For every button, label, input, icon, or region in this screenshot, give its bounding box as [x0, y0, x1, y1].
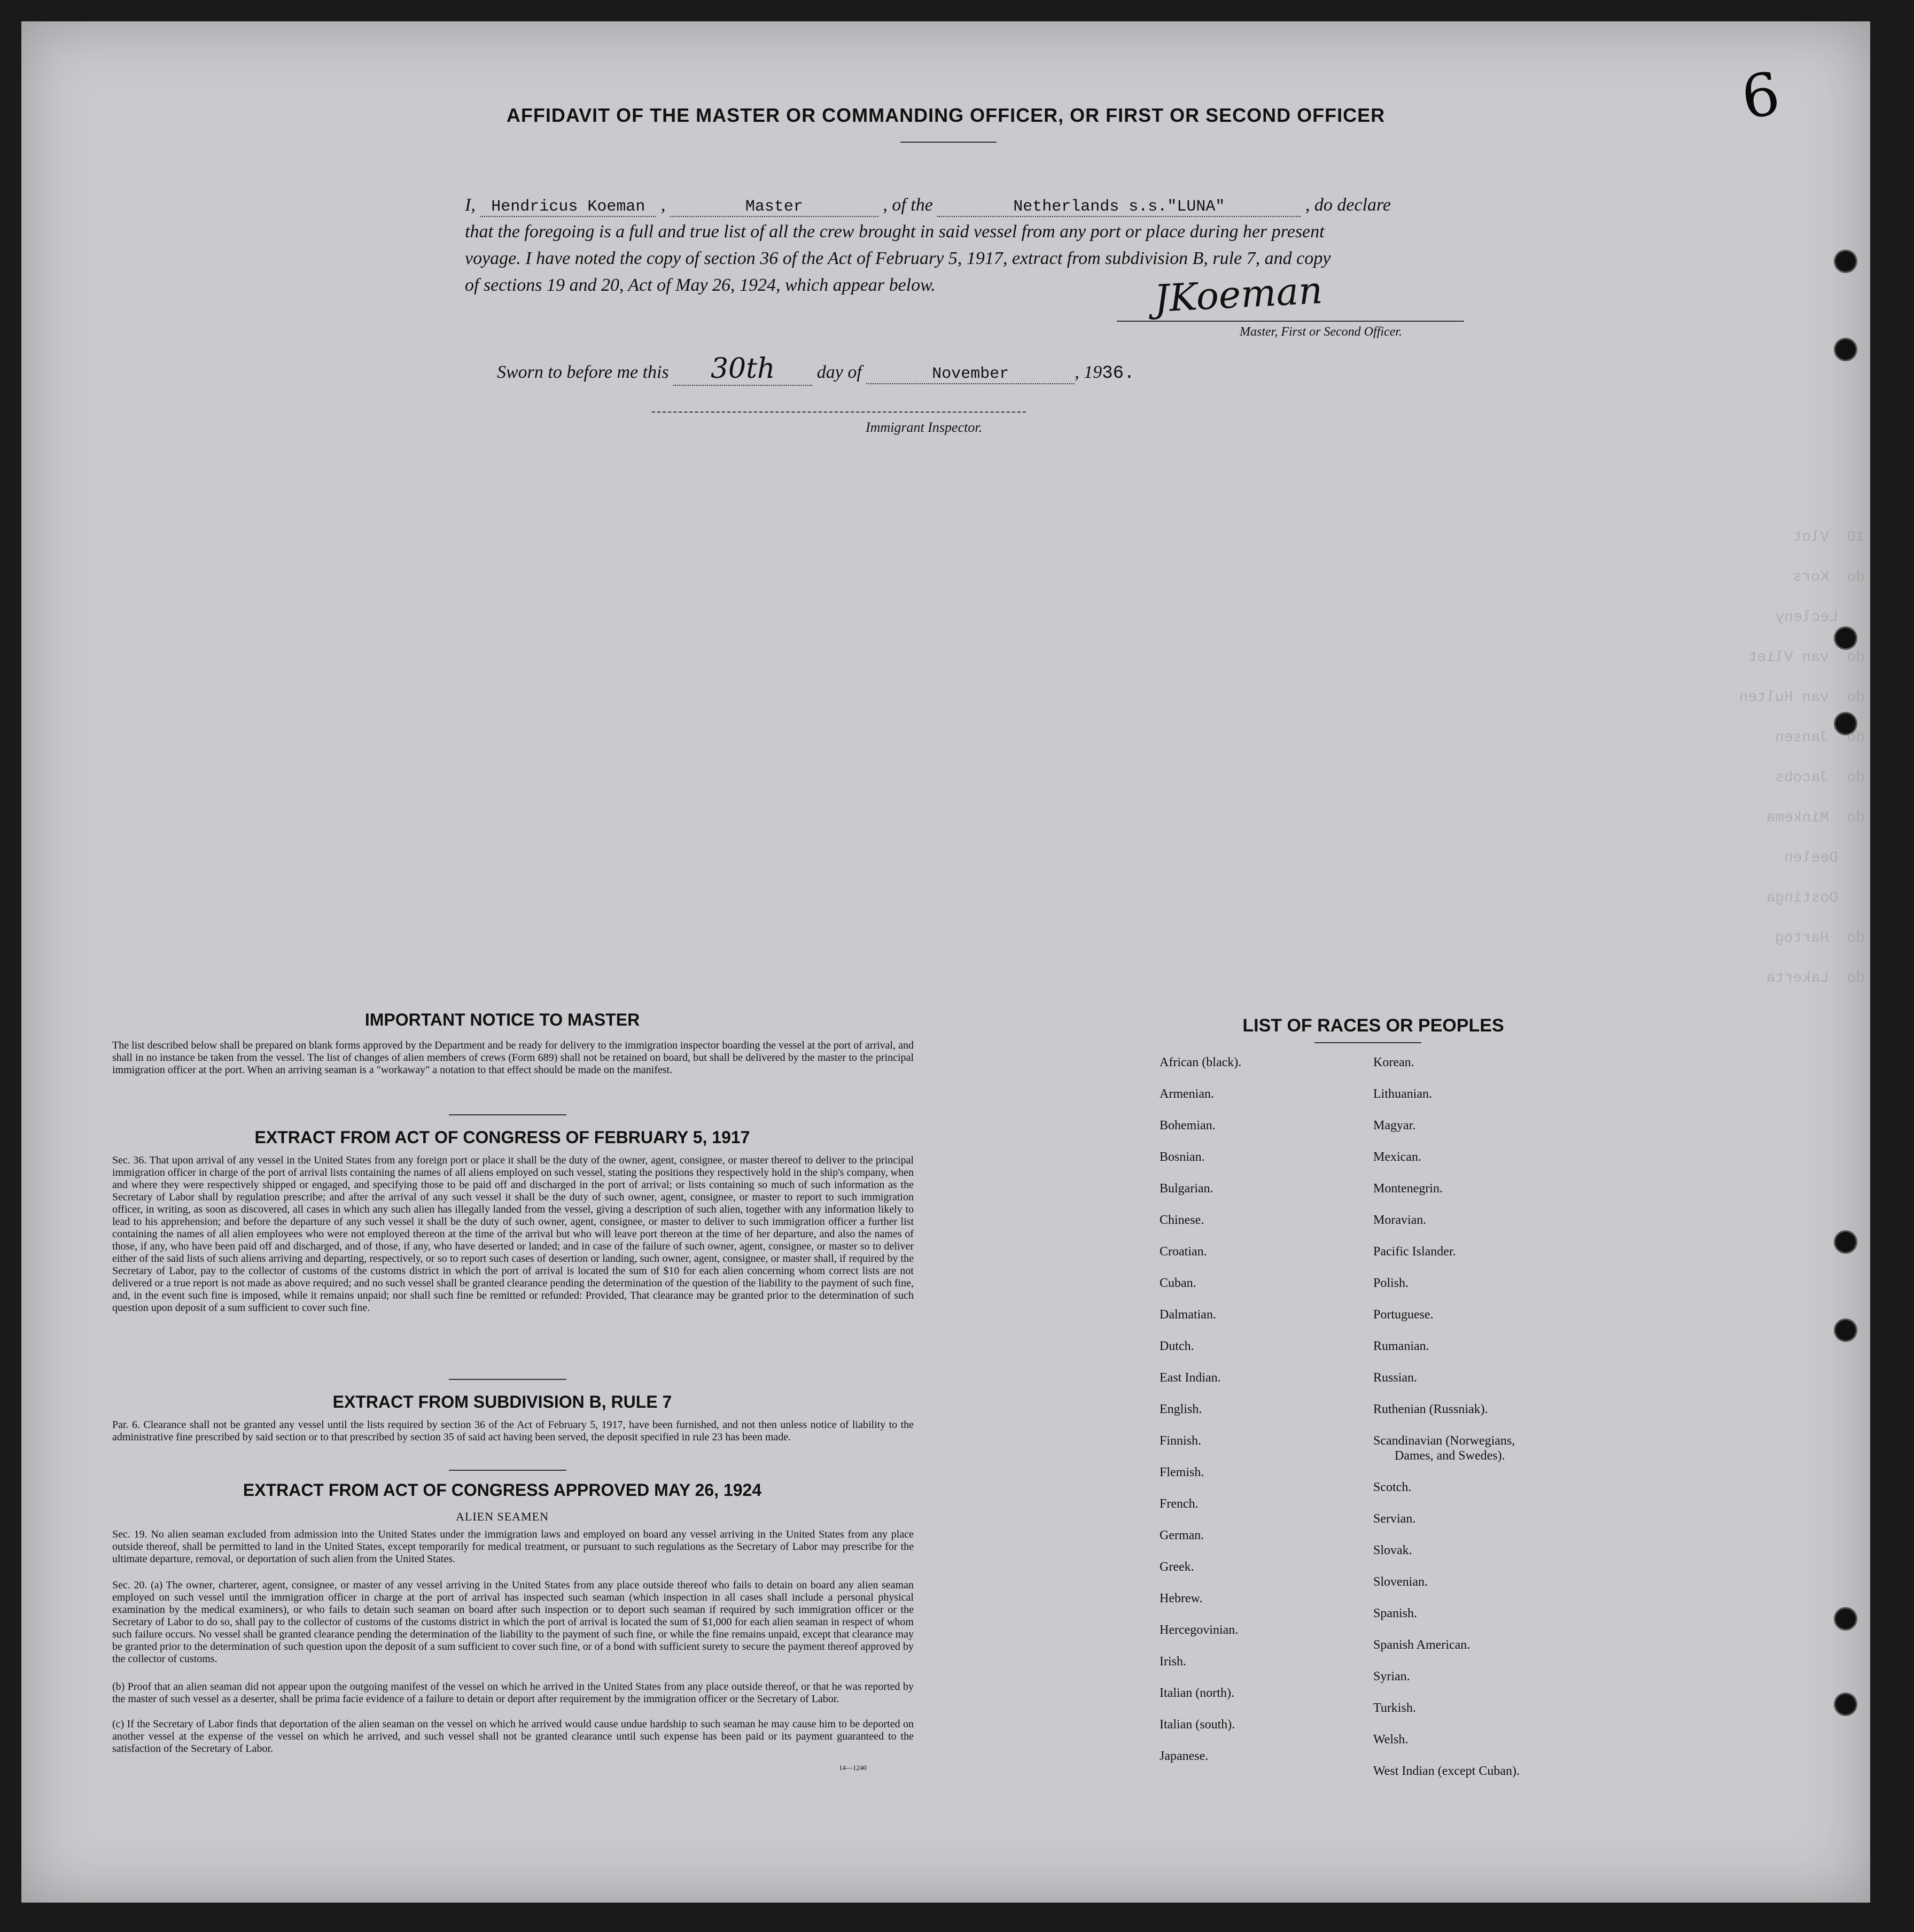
punch-hole: [1835, 1320, 1856, 1340]
vessel-field: Netherlands s.s."LUNA": [937, 198, 1301, 217]
race-item: Polish.: [1373, 1276, 1409, 1290]
punch-hole: [1835, 251, 1856, 271]
act-1924-sec20a: Sec. 20. (a) The owner, charterer, agent, consignee, or master of any vessel arriving in the United States from any place outside thereof who fails to detain on board any alien seaman employed on such vessel until the immigration officer in charge at the port of arrival has inspected such seaman (which inspection in all cases shall include a personal physical examination by the medical examiners), or who fails to detain such seaman on board after such inspection or to deport such seaman if required by such immigration officer or the Secretary of Labor to do so, shall pay to the collector of customs of the customs district in which the port of arrival is located the sum of $1,000 for each alien seaman in respect of whom such failure occurs. No vessel shall be granted clearance pending the determination of the liability to the payment of such fine, or while the fine remains unpaid, except that clearance may be granted prior to the determination of such question upon the deposit of a sum sufficient to cover such fine, or of a bond with sufficient surety to secure the payment thereof approved by the collector of customs.: [112, 1579, 914, 1665]
race-item: Welsh.: [1373, 1733, 1409, 1747]
bleed-through-area: [21, 454, 1870, 1042]
affidavit-i: I,: [465, 195, 476, 215]
race-item: Dalmatian.: [1160, 1308, 1216, 1322]
ghost-row: Lecleny: [1775, 609, 1838, 626]
race-item: German.: [1160, 1528, 1204, 1542]
race-item: Pacific Islander.: [1373, 1245, 1456, 1259]
race-item: Korean.: [1373, 1056, 1414, 1069]
race-item: Ruthenian (Russniak).: [1373, 1402, 1488, 1416]
rule-7-title: EXTRACT FROM SUBDIVISION B, RULE 7: [332, 1392, 672, 1411]
race-item: Hercegovinian.: [1160, 1623, 1239, 1637]
act-1917-title: EXTRACT FROM ACT OF CONGRESS OF FEBRUARY 5, 1917: [254, 1128, 750, 1147]
manifest-page: [21, 21, 1870, 1903]
race-item: Finnish.: [1160, 1434, 1202, 1448]
race-item: Montenegrin.: [1373, 1182, 1443, 1196]
rule-7-body: Par. 6. Clearance shall not be granted any vessel until the lists required by section 36 of the Act of February 5, 1917, have been furnished, and not then unless notice of liability to the administrative fine prescribed by said section or to that prescribed by section 35 of said act having been served, the deposit specified in rule 23 has been made.: [112, 1419, 914, 1443]
race-item: West Indian (except Cuban).: [1373, 1764, 1520, 1778]
race-item: Syrian.: [1373, 1670, 1410, 1683]
race-item: Bulgarian.: [1160, 1182, 1213, 1196]
race-item: Flemish.: [1160, 1465, 1204, 1479]
inspector-signature-line: [652, 412, 1026, 413]
race-item: Croatian.: [1160, 1245, 1207, 1259]
divider: [1314, 1042, 1421, 1043]
race-item: Bosnian.: [1160, 1150, 1205, 1164]
master-signature: JKoeman: [1153, 268, 1324, 321]
race-item: Turkish.: [1373, 1701, 1416, 1715]
divider: [449, 1379, 566, 1380]
race-item: Chinese.: [1160, 1213, 1204, 1227]
race-item: Servian.: [1373, 1512, 1416, 1526]
form-number: 14—1240: [839, 1764, 867, 1772]
page-number-mark: 6: [1737, 59, 1784, 133]
race-item: African (black).: [1160, 1056, 1242, 1069]
act-1924-sec20b: (b) Proof that an alien seaman did not appear upon the outgoing manifest of the vessel on which he arrived in the United States from any place outside thereof, or that he was reported by the master of such vessel as a deserter, shall be prima facie evidence of a failure to detain or deport after requirement by the immigration officer or the Secretary of Labor.: [112, 1681, 914, 1705]
race-item: Slovenian.: [1373, 1575, 1428, 1589]
race-item: Portuguese.: [1373, 1308, 1434, 1322]
act-1924-subtitle: ALIEN SEAMEN: [456, 1510, 549, 1523]
signature-line: [1117, 321, 1464, 322]
race-item: Japanese.: [1160, 1749, 1209, 1763]
race-item: Spanish American.: [1373, 1638, 1470, 1652]
race-item: Scandinavian (Norwegians,: [1373, 1434, 1515, 1448]
affidavit-title: AFFIDAVIT OF THE MASTER OR COMMANDING OFFICER, OR FIRST OR SECOND OFFICER: [506, 104, 1386, 126]
act-1924-title: EXTRACT FROM ACT OF CONGRESS APPROVED MAY 26, 1924: [243, 1480, 762, 1500]
punch-hole: [1835, 339, 1856, 360]
notice-title: IMPORTANT NOTICE TO MASTER: [364, 1010, 640, 1029]
race-item: Dames, and Swedes).: [1395, 1449, 1505, 1463]
ghost-row: do van Vliet: [1748, 649, 1865, 666]
signature-caption: Master, First or Second Officer.: [1240, 325, 1402, 339]
divider: [449, 1114, 566, 1115]
ghost-row: Oostinga: [1766, 890, 1838, 906]
sworn-day-field: 30th: [673, 353, 812, 386]
race-item: Moravian.: [1373, 1213, 1427, 1227]
race-item: Dutch.: [1160, 1339, 1194, 1353]
ghost-row: do Hartog: [1775, 930, 1865, 946]
race-item: Italian (north).: [1160, 1686, 1234, 1700]
ghost-row: do Kors: [1793, 569, 1865, 586]
master-name-field: Hendricus Koeman: [480, 198, 656, 217]
race-item: Mexican.: [1373, 1150, 1421, 1164]
affidavit-line-4: of sections 19 and 20, Act of May 26, 1924, which appear below.: [465, 275, 936, 295]
affidavit-line-1: I, Hendricus Koeman , Master , of the Netherlands s.s."LUNA" , do declare: [465, 195, 1391, 216]
punch-hole: [1835, 1694, 1856, 1714]
inspector-label: Immigrant Inspector.: [866, 420, 983, 435]
race-item: Italian (south).: [1160, 1718, 1235, 1732]
notice-body: The list described below shall be prepared on blank forms approved by the Department and be ready for delivery to the immigration inspector boarding the vessel at the port of arrival, and shall in no instance be taken from the vessel. The list of changes of alien members of crews (Form 689) shall not be retained on board, but shall be delivered by the master to the principal immigration officer at the port. When an arriving seaman is a "workaway" a notation to that effect should be made on the manifest.: [112, 1039, 914, 1076]
race-item: Cuban.: [1160, 1276, 1196, 1290]
ghost-row: do Jacobs: [1775, 770, 1865, 786]
race-item: Greek.: [1160, 1560, 1194, 1574]
race-item: Lithuanian.: [1373, 1087, 1432, 1101]
race-item: Armenian.: [1160, 1087, 1214, 1101]
ghost-row: Deelen: [1784, 850, 1838, 866]
race-item: Scotch.: [1373, 1480, 1412, 1494]
race-item: French.: [1160, 1497, 1199, 1511]
ghost-row: 10 Vlot: [1793, 529, 1865, 546]
race-item: Slovak.: [1373, 1543, 1412, 1557]
sworn-line: Sworn to before me this 30th day of November , 1936.: [497, 353, 1135, 385]
affidavit-line-2: that the foregoing is a full and true list of all the crew brought in said vessel from any port or place during her present: [465, 222, 1325, 242]
race-item: Spanish.: [1373, 1607, 1418, 1620]
title-underline: [900, 142, 997, 143]
sworn-month-field: November: [866, 365, 1075, 384]
race-item: Russian.: [1373, 1371, 1418, 1385]
races-title: LIST OF RACES OR PEOPLES: [1242, 1015, 1504, 1036]
punch-hole: [1835, 1232, 1856, 1252]
ghost-row: do Lakerta: [1766, 970, 1865, 987]
race-item: Magyar.: [1373, 1119, 1416, 1132]
punch-hole: [1835, 1609, 1856, 1629]
divider: [449, 1470, 566, 1471]
race-item: Irish.: [1160, 1655, 1186, 1669]
rank-field: Master: [670, 198, 878, 217]
race-item: Rumanian.: [1373, 1339, 1429, 1353]
sworn-year-field: 36.: [1102, 363, 1135, 384]
affidavit-line-3: voyage. I have noted the copy of section 36 of the Act of February 5, 1917, extract from subdivision B, rule 7, and copy: [465, 249, 1331, 268]
ghost-row: do van Hulten: [1739, 689, 1865, 706]
ghost-row: do Jansen: [1775, 730, 1865, 746]
ghost-row: do Minkema: [1766, 810, 1865, 826]
act-1924-sec20c: (c) If the Secretary of Labor finds that deportation of the alien seaman on the vessel on which he arrived would cause undue hardship to such seaman he may cause him to be deported on another vessel at the expense of the vessel on which he arrived, and such vessel shall not be granted clearance until such expense has been paid or its payment guaranteed to the satisfaction of the Secretary of Labor.: [112, 1718, 914, 1755]
race-item: English.: [1160, 1402, 1202, 1416]
race-item: Hebrew.: [1160, 1592, 1203, 1605]
act-1924-sec19: Sec. 19. No alien seaman excluded from admission into the United States under the immigration laws and employed on board any vessel arriving in the United States from any place outside thereof, shall be permitted to land in the United States, except temporarily for medical treatment, or pursuant to such regulations as the Secretary of Labor may prescribe for the ultimate departure, removal, or deportation of such alien from the United States.: [112, 1528, 914, 1565]
act-1917-body: Sec. 36. That upon arrival of any vessel in the United States from any foreign port or place it shall be the duty of the owner, agent, consignee, or master thereof to deliver to the principal immigration officer in charge of the port of arrival lists containing the names of all aliens employed on such vessel, stating the positions they respectively hold in the ship's company, when and where they were respectively shipped or engaged, and specifying those to be paid off and discharged in the port of arrival; or lists containing so much of such information as the Secretary of Labor shall by regulation prescribe; and after the arrival of any such vessel it shall be the duty of such owner, agent, consignee, or master to report to such immigration officer, in writing, as soon as discovered, all cases in which any such alien has illegally landed from the vessel, giving a description of such alien, together with any information likely to lead to his apprehension; and before the departure of any such vessel it shall be the duty of such owner, agent, consignee, or master to deliver to such immigration officer a further list containing the names of all alien employees who were not employed thereon at the time of the arrival but who will leave port thereon at the time of her departure, and also the names of those, if any, who have been paid off and discharged, and of those, if any, who have deserted or landed; and in case of the failure of such owner, agent, consignee, or master so to deliver either of the said lists of such aliens arriving and departing, respectively, or so to report such cases of desertion or landing, such owner, agent, consignee, or master shall, if required by the Secretary of Labor, pay to the collector of customs of the customs district in which the port of arrival is located the sum of $10 for each alien concerning whom correct lists are not delivered or a true report is not made as above required; and no such vessel shall be granted clearance pending the determination of the question of the liability to the payment of such fine, and, in the event such fine is imposed, while it remains unpaid; nor shall such fine be remitted or refunded: Provided, That clearance may be granted prior to the determination of such question upon deposit of a sum sufficient to cover such fine.: [112, 1154, 914, 1314]
race-item: East Indian.: [1160, 1371, 1221, 1385]
race-item: Bohemian.: [1160, 1119, 1216, 1132]
